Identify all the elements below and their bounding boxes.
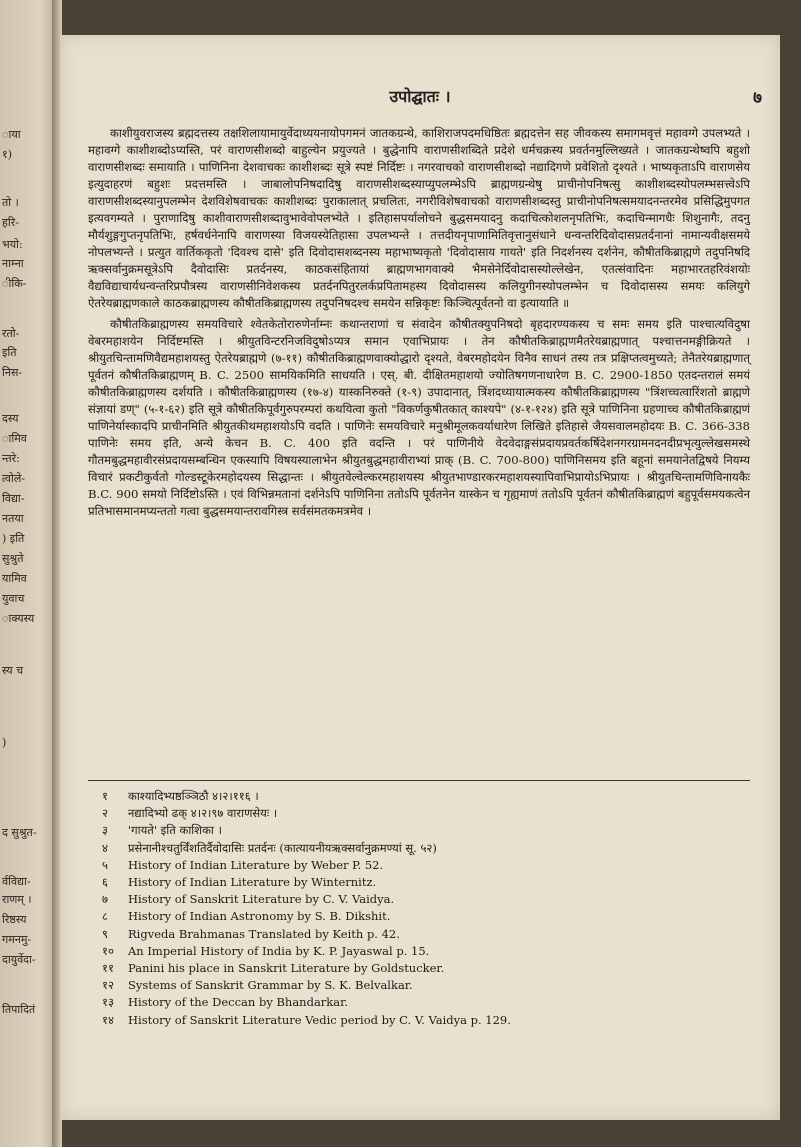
footnote — [102, 1012, 742, 1029]
facing-page-fragment: दायुर्वेदा- — [2, 953, 36, 966]
facing-page-fragment: तिपादितं — [2, 1003, 36, 1016]
facing-page-fragment: त्वोले- — [2, 472, 26, 485]
facing-page-fragment: र्वविद्या- — [2, 875, 31, 888]
facing-page-fragment: स्य च — [2, 664, 24, 677]
facing-page-fragment: रतो- — [2, 327, 20, 340]
footnote-text: An Imperial History of India by K. P. Jayaswal p. 15. — [128, 943, 430, 958]
running-title: उपोद्घातः । — [389, 87, 451, 106]
footnote-number: ४ — [102, 840, 108, 855]
footnote — [102, 891, 742, 908]
facing-page-fragment: न्तरे: — [2, 452, 20, 465]
footnote — [102, 788, 742, 805]
facing-page-fragment: रिष्ठस्य — [2, 913, 27, 926]
facing-page-fragment: भयो: — [2, 238, 23, 251]
footnote-text: प्रसेनानीश्चतुर्विंशतिर्दैवोदासिः प्रतर्दनः (कात्यायनीयऋक्सर्वानुक्रमण्यां सू. ५२) — [128, 840, 437, 855]
footnote-number: १२ — [102, 978, 114, 993]
facing-page-fragment: गमनमु- — [2, 933, 32, 946]
footnote-text: Rigveda Brahmanas Translated by Keith p. 42. — [128, 926, 400, 941]
footnote-number: १ — [102, 789, 108, 803]
footnote-text: History of Indian Literature by Winternitz. — [128, 875, 377, 890]
footnote — [102, 926, 742, 943]
page-number: ७ — [753, 88, 762, 108]
facing-page-fragment: यामिव — [2, 572, 27, 585]
footnote — [102, 977, 742, 994]
footnote-number: ८ — [102, 909, 108, 924]
facing-page-fragment: युवाच — [2, 592, 25, 605]
footnote-number: १४ — [102, 1012, 114, 1027]
footnote-text: Systems of Sanskrit Grammar by S. K. Belvalkar. — [128, 978, 413, 993]
facing-page-fragment: ाया — [2, 128, 21, 141]
facing-page-fragment: इति — [2, 346, 17, 359]
facing-page-fragment: ामिव — [2, 432, 27, 445]
footnote — [102, 822, 742, 839]
footnote — [102, 840, 742, 857]
facing-page-fragment: ) — [2, 736, 7, 749]
footnote-number: ५ — [102, 857, 108, 872]
facing-page-fragment: नाम्ना — [2, 257, 24, 270]
footnote-number: ७ — [102, 892, 108, 907]
facing-page-fragment: द सुश्रुत- — [2, 826, 37, 839]
footnote-number: १३ — [102, 995, 114, 1010]
footnote-text: History of the Deccan by Bhandarkar. — [128, 995, 349, 1010]
footnote-number: १० — [102, 943, 114, 958]
facing-page-fragment: १) — [2, 148, 13, 161]
facing-page-fragment: नतया — [2, 512, 24, 525]
footnote-divider — [88, 780, 750, 781]
facing-page-fragment: ाक्यस्य — [2, 612, 35, 625]
footnote-text: History of Indian Astronomy by S. B. Dikshit. — [128, 909, 391, 924]
facing-page-fragment: विद्या- — [2, 492, 25, 505]
facing-page-fragment: दस्य — [2, 412, 19, 425]
footnotes — [102, 788, 742, 1029]
facing-page-fragment: राणम् । — [2, 893, 32, 906]
footnote-text: Panini his place in Sanskrit Literature by Goldstucker. — [128, 961, 445, 976]
footnote — [102, 857, 742, 874]
facing-page-fragment: हरि- — [2, 216, 19, 229]
footnote-text: History of Indian Literature by Weber P. 52. — [128, 857, 384, 872]
footnote-text: History of Sanskrit Literature Vedic period by C. V. Vaidya p. 129. — [128, 1012, 511, 1027]
page-header — [60, 85, 780, 109]
footnote-number: २ — [102, 806, 108, 821]
main-text — [88, 125, 750, 524]
book-page — [60, 35, 780, 1120]
facing-page-fragment: सुश्रुते — [2, 552, 24, 565]
facing-page-fragment: तो । — [2, 196, 19, 209]
paragraph: काशीयुवराजस्य ब्रह्मदत्तस्य तक्षशिलायामायुर्वेदाध्ययनायोपगमनं जातकग्रन्थे, काशिराजपदमधिष्ठितः ब्रह्मदत्तेन सह जीवकस्य समागमवृत्तं महावग्गे उपलभ्यते । महावग्गे काशीशब्दोऽप्यस्ति, परं वाराणसीशब्दो बाहुल्येन प्रयुज्यते । बुद्धेनापि वाराणसीशब्दिते प्रदेशे धर्मचक्रस्य प्रवर्तनमुल्लिख्यते । जातकग्रन्थेष्वपि बहुशो वाराणसीशब्दः समायाति । पाणिनिना देशवाचकः काशीशब्दः सूत्रे स्पष्टं निर्दिष्टः । नगरवाचको वाराणसीशब्दो नद्यादिगणे प्रवेशितो दृश्यते । भाष्यकृताऽपि वाराणसेय इत्युदाहरणं बहुशः प्रदत्तमस्ति । जाबालोपनिषदादिषु वाराणसीशब्दस्याप्युपलम्भेऽपि ब्राह्मणग्रन्थेषु प्राचीनोपनिषत्सु काशीशब्दस्योपलम्भसत्त्वेऽपि वाराणसीशब्दस्यानुपलम्भेन देशविशेषवाचकः काशीशब्दः पुराकालात् प्रचलितः, नगरीविशेषवाचको वाराणसीशब्दस्तु प्राचीनोपनिषत्समयादनन्तरमेव प्रसिद्धिमुपगत इत्यवगम्यते । पुराणादिषु काशीवाराणसीशब्दावुभावेवोपलभ्येते । इतिहासपर्यालोचने बुद्धसमयादनु कदाचित्कोशलनृपतिभिः, कदाचिन्मागधैः शिशुनागैः, तदनु मौर्यशुङ्गगुप्तनृपतिभिः, हर्षवर्धनेनापि वाराणस्या विजयस्येतिहासा उपलभ्यन्ते । तत्तदीयनृपाणामितिवृत्तानुसंधाने धन्वन्तरिदिवोदासप्रतर्दनानां नामान्यवीक्षसमये नोपलभ्यन्ते । प्रत्युत वार्तिककृतो 'दिवश्च दासे' इति दिवोदासशब्दनस्य महाभाष्यकृतो 'दिवोदासाय गायते' इति निदर्शनस्य दर्शनेन, कौषीतकिब्राह्मणे तदुपनिषदि ऋक्सर्वानुक्रमसूत्रेऽपि दैवोदासिः प्रतर्दनस्य, काठकसंहितायां ब्राह्मणभागवाक्ये भैमसेनेर्दिवोदासस्योल्लेखेन, एतत्संवादिनः महाभारतहरिवंशयोः वैद्यविद्याचार्यधन्वन्तरिप्रपौत्रस्य वाराणसीनिवेशकस्य प्रतर्दनपितुरलर्कप्रपितामहस्य दिवोदासस्य कलियुगीनस्योपलम्भेन च दिवोदासस्य समयः कलियुगे ऐतरेयब्राह्मणकाले काठकब्राह्मणस्य कौषीतकिब्राह्मणस्य तदुपनिषदश्च समयेन सन्निकृष्टः किञ्चित्पूर्वतनो वा इत्यायाति ॥ — [88, 126, 751, 310]
footnote — [102, 960, 742, 977]
facing-page-fragment: ) इति — [2, 532, 25, 545]
footnote-text: 'गायते' इति काशिका । — [128, 823, 222, 838]
paragraph: कौषीतकिब्राह्मणस्य समयविचारे श्वेतकेतोरारुणेर्नाम्नः कथान्तराणां च संवादेन कौषीतक्युपनिषदो बृहदारण्यकस्य च समः समय इति पाश्चात्यविदुषा वेबरमहाशयेन निर्दिष्टमस्ति । श्रीयुतविन्टरनिजविदुषोऽप्यत्र समान एवाभिप्रायः । तेन कौषीतकिब्राह्मणमैतरेयब्राह्मणात् पश्चात्तनमङ्गीक्रियते । श्रीयुतचिन्तामणिवैद्यमहाशयस्तु ऐतरेयब्राह्मणे (७-११) कौषीतकिब्राह्मणवाक्योद्धारो दृश्यते, वेबरमहोदयेन विनैव साधनं तस्य तत्र प्रक्षिप्तत्वमुच्यते; तेनैतरेयब्राह्मणात् पूर्वतनं कौषीतकिब्राह्मणम् B. C. 2500 सामयिकमिति साधयति । एस्. बी. दीक्षितमहाशयो ज्योतिषगणनाधारेण B. C. 2900-1850 एतदन्तरालं समयं कौषीतकिब्राह्मणस्य दर्शयति । कौषीतकिब्राह्मणस्य (१७-४) यास्कनिरुक्ते (१-९) उपादानात्, त्रिंशदध्यायात्मकस्य कौषीतकिब्राह्मणस्य "त्रिंशच्चत्वारिंशतो ब्राह्मणे संज्ञायां डण्" (५-१-६२) इति सूत्रे कौषीतकिपूर्वगुरुपरम्परां कथयित्वा कुतो "विकर्णकुषीतकात् काश्यपे" (४-१-१२४) इति सूत्रे पाणिनिना ग्रहणाच्च कौषीतकिब्राह्मणं पाणिनेर्यास्कादपि प्राचीनमिति श्रीयुतकीथमहाशयोऽपि वदति । पाणिनेः समयविचारे मनुश्रीमूलकवर्याधारेण लिखिते इतिहासे जैयसवालमहोदयः B. C. 366-338 पाणिनेः समय इति, अन्ये केचन B. C. 400 इति वदन्ति । परं पाणिनीये वेदवेदाङ्गसंप्रदायप्रवर्तकर्षिदेशनगरग्रामनदनदीप्रभृत्युल्लेखसमस्थे गौतमबुद्धमहावीरसंप्रदायसम्बन्धिन एकस्यापि विषयस्यालाभेन श्रीयुतबुद्धमहावीराभ्यां प्राक् (B. C. 700-800) पाणिनिसमय इति बहूनां समयानेतद्विषये नियम्य विचारं प्रकटीकुर्वतो गोल्डस्टूकेरमहोदयस्य सिद्धान्तः । श्रीयुतवेल्वेल्करमहाशयस्य श्रीयुतभाण्डारकरमहाशयस्यापिवाभिप्रायोऽभिप्रायः । श्रीयुतचिन्तामणिविनायकैः B.C. 900 समयो निर्दिष्टोऽस्ति । एवं विभिन्नमतानां दर्शनेऽपि पाणिनिना ततोऽपि पूर्वतनेन यास्केन च गृह्यमाणं ततोऽपि पूर्वतनं कौषीतकिब्राह्मणं बहुपूर्वसमयकत्वेन प्रतिभासमानमप्यन्ततो गत्वा बुद्धसमयान्तरावगिस्त्र सर्वसंमतकमत्रमेव । — [88, 317, 750, 518]
footnote-number: ३ — [102, 823, 108, 838]
footnote-number: ११ — [102, 961, 114, 976]
facing-page-fragment: ीकि- — [2, 277, 27, 290]
footnote — [102, 994, 742, 1011]
footnote-number: ९ — [102, 926, 108, 941]
footnote-text: नद्यादिभ्यो ढक् ४।२।९७ वाराणसेयः । — [128, 806, 278, 821]
footnote — [102, 874, 742, 891]
footnote — [102, 908, 742, 925]
footnote — [102, 805, 742, 822]
footnote-text: History of Sanskrit Literature by C. V. Vaidya. — [128, 892, 395, 907]
footnote-text: काश्यादिभ्यष्ठञ्ञिठौ ४।२।११६ । — [128, 789, 259, 803]
footnote — [102, 943, 742, 960]
facing-page-fragment: निस- — [2, 366, 23, 379]
footnote-number: ६ — [102, 875, 108, 890]
facing-page-edge — [0, 0, 58, 1147]
